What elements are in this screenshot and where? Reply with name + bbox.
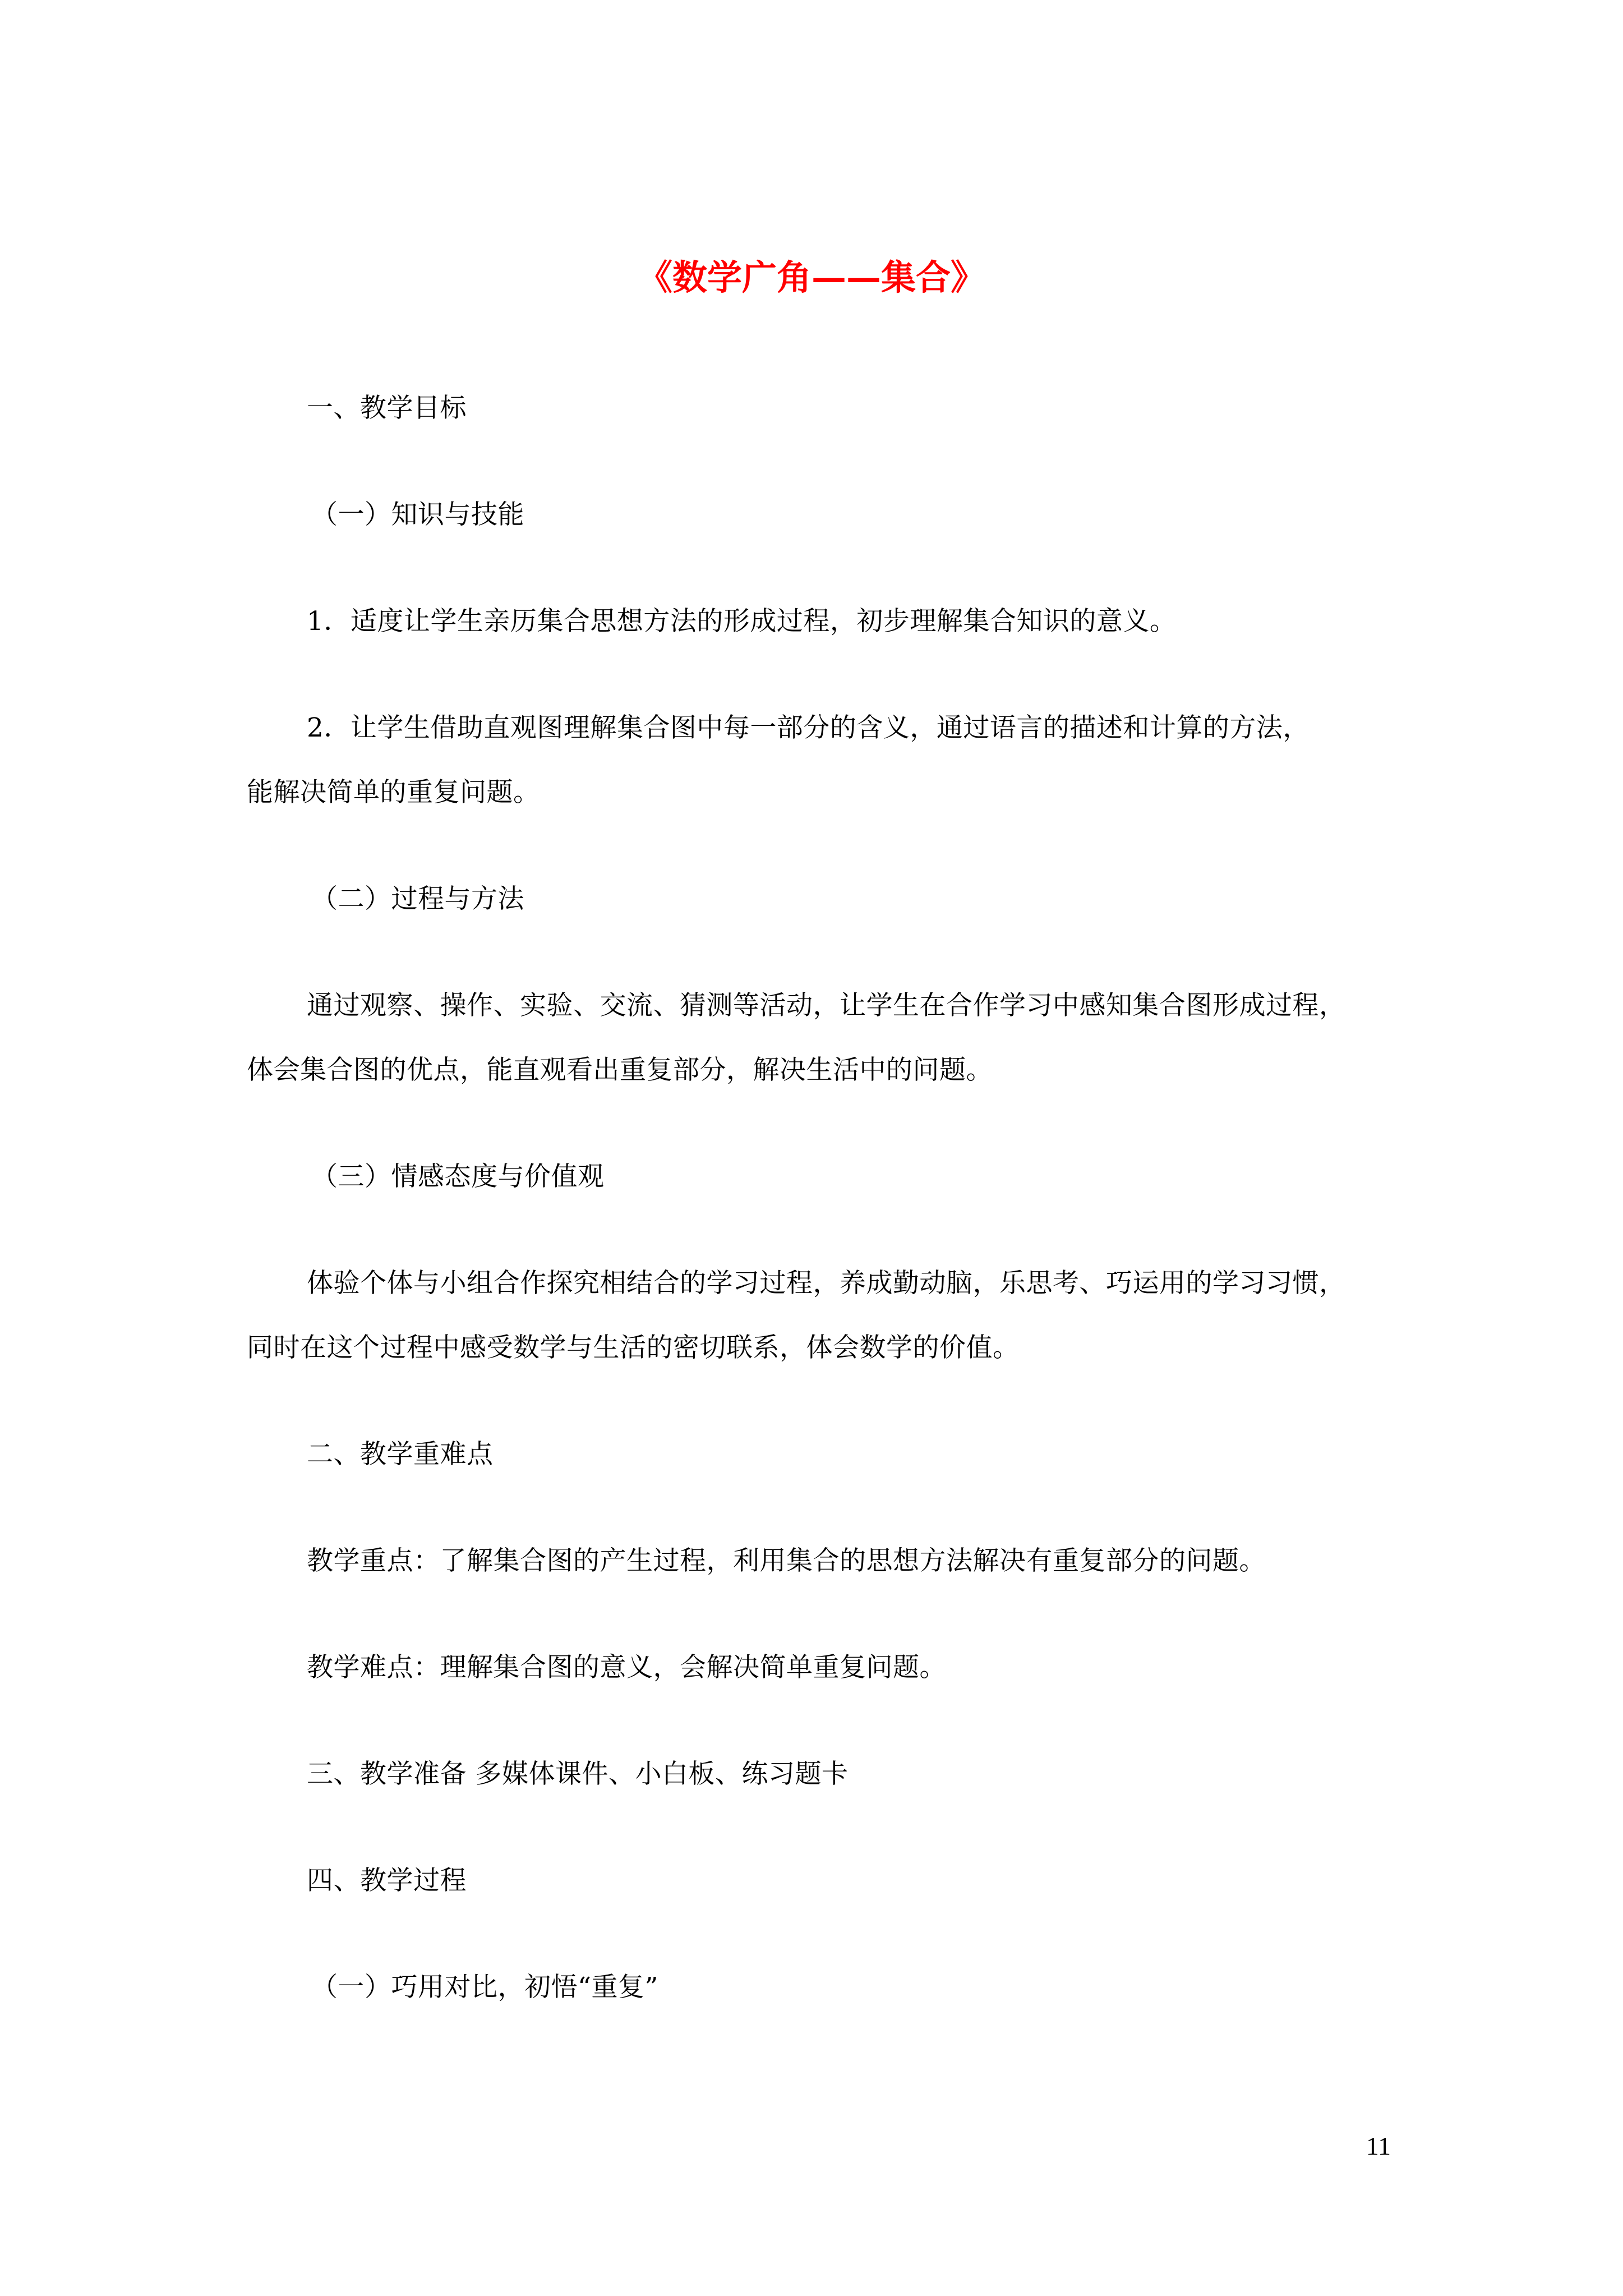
- subsection-heading-knowledge-skills: （一）知识与技能: [311, 499, 524, 530]
- paragraph-process-line-1: 通过观察、操作、实验、交流、猜测等活动，让学生在合作学习中感知集合图形成过程，: [307, 990, 1346, 1021]
- paragraph-emotion-line-1: 体验个体与小组合作探究相结合的学习过程，养成勤动脑，乐思考、巧运用的学习习惯，: [307, 1268, 1346, 1299]
- paragraph-key-point: 教学重点：了解集合图的产生过程，利用集合的思想方法解决有重复部分的问题。: [307, 1545, 1266, 1576]
- paragraph-process-line-2: 体会集合图的优点，能直观看出重复部分，解决生活中的问题。: [247, 1055, 993, 1085]
- document-title: 《数学广角——集合》: [637, 257, 985, 298]
- section-heading-teaching-process: 四、教学过程: [307, 1865, 467, 1896]
- page-number: 11: [1366, 2132, 1391, 2160]
- paragraph-goal-2-line-1: 2．让学生借助直观图理解集合图中每一部分的含义，通过语言的描述和计算的方法，: [307, 712, 1310, 743]
- subsection-heading-comparison: （一）巧用对比，初悟“重复”: [311, 1972, 659, 2003]
- paragraph-goal-2-line-2: 能解决简单的重复问题。: [247, 777, 540, 808]
- paragraph-emotion-line-2: 同时在这个过程中感受数学与生活的密切联系，体会数学的价值。: [247, 1332, 1020, 1363]
- subsection-heading-emotion-values: （三）情感态度与价值观: [311, 1161, 605, 1192]
- subsection-heading-process-methods: （二）过程与方法: [311, 884, 524, 914]
- section-heading-preparation: 三、教学准备 多媒体课件、小白板、练习题卡: [307, 1759, 849, 1789]
- section-heading-key-points: 二、教学重难点: [307, 1439, 494, 1470]
- paragraph-difficult-point: 教学难点：理解集合图的意义，会解决简单重复问题。: [307, 1652, 946, 1683]
- paragraph-goal-1: 1．适度让学生亲历集合思想方法的形成过程，初步理解集合知识的意义。: [307, 606, 1177, 637]
- section-heading-teaching-goals: 一、教学目标: [307, 393, 467, 424]
